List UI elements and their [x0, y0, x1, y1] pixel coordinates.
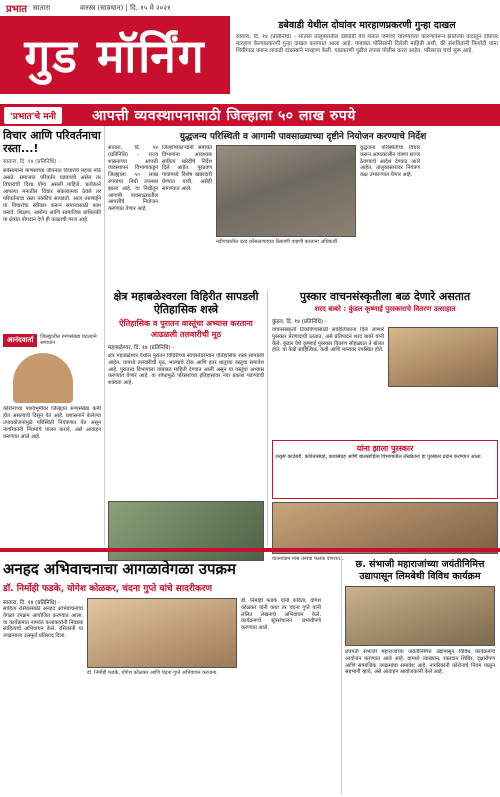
- award-winners-title: यांना झाला पुरस्कार: [356, 444, 414, 453]
- landslide-photo: [216, 145, 356, 237]
- top-news-headline: डबेवाडी येथील दोघांवर मारहाणप्रकरणी गुन्हा दाखल: [278, 20, 456, 31]
- reading-photo-caption: डॉ. निर्मोही फडके, योगेश कोळकर आणि चंदना गुप्ते अभिवाचन करताना.: [87, 670, 218, 676]
- weapons-headline: क्षेत्र महाबळेश्वरला विहिरीत सापडली ऐतिहासिक शस्त्रे: [113, 290, 259, 316]
- award-row: [272, 327, 498, 437]
- good-news-text: कोरोनाच्या पार्श्वभूमीवर जिल्ह्यात रुग्णसंख्या कमी होत असल्याचे दिसून येत आहे. प्रशासनाने केलेल्या उपाययोजनांमुळे परिस्थिती नियंत्रणात येत असून नागरिकांनी नियमांचे पालन करावे, असे आवाहन करण्यात आले आहे.: [3, 406, 101, 440]
- lead-headline: आपत्ती व्यवस्थापनासाठी जिल्हाला ५० लाख रुपये: [91, 107, 356, 124]
- good-news-title: जिल्ह्यातील रुग्णसंख्या घटल्याने समाधान: [40, 334, 97, 346]
- topline: [0, 0, 500, 16]
- editorial-text: सर्वसामान्य माणसाच्या जीवनात विचारांचे महत्त्व मोठे असते. समाजात परिवर्तन घडवायचे असेल तर विचारांची दिशा योग्य असली पाहिजे. प्रत्येकाने आपल्या मनातील विचार सकारात्मक ठेवले तर परिवर्तनाचा रस्ता नक्कीच सापडतो. आज तरुणाईने या विचारांचा स्वीकार करून समाजासाठी काम करावे. शिक्षण, आरोग्य आणि सामाजिक बांधिलकी या क्षेत्रांत योगदान देणे ही काळाची गरज आहे.: [3, 168, 101, 223]
- reading-subheadline: डॉ. निर्मोही फडके, योगेश कोळकर, चंदना गुप्ते यांचे सादरीकरण: [3, 584, 213, 594]
- award-byline: कुंडल, दि. १४ (प्रतिनिधि) -: [272, 319, 327, 325]
- lead-story: [108, 126, 498, 288]
- reading-col-1-wrap: [3, 598, 83, 796]
- lead-photo-caption: नदीपात्रातील दरड कोसळण्याच्या ठिकाणी पाहणी करताना अधिकारी.: [216, 239, 339, 245]
- section-divider: [0, 548, 500, 552]
- jayanti-photo: [345, 586, 495, 646]
- weapons-subheadline: ऐतिहासिक व पुरातन वास्तूंचा अभ्यास करताना आढळली तलवारीची मूठ: [119, 319, 253, 339]
- award-ceremony-photo: [388, 327, 498, 387]
- weapons-byline: महाबळेश्वर, दि. १४ (प्रतिनिधि) -: [108, 345, 175, 351]
- lead-text-col-3: युद्धजन्य परिस्थितीचा विचार करून आपत्कालीन यंत्रणा सज्ज ठेवण्याचे आदेश देण्यात आले आहेत. तालुकास्तरावर नियंत्रण कक्ष उभारण्यात येणार आहे.: [360, 145, 420, 179]
- edition-label: सातारा: [33, 3, 51, 12]
- weapons-story: [108, 290, 268, 546]
- left-column: [0, 126, 105, 546]
- portrait-photo: [13, 353, 73, 403]
- dateline: वारस्त्र (सावधान) | दि. १५ मे २०२१: [80, 3, 171, 12]
- jayanti-story: [341, 556, 498, 794]
- top-news-text: सातारा, दि. १४ (प्रतिनिधि) - सातारा तालुक्यातील डबेवाडी येथे शेतात जनावरे चारण्याच्या कारणावरून झालेल्या वादातून दोघांवर मारहाण केल्याप्रकरणी गुन्हा दाखल करण्यात आला आहे. याबाबत पोलिसांनी दिलेली माहिती अशी, की संशयितांनी फिर्यादी यांना शिवीगाळ करून लाकडी दांडक्याने मारहाण केली. याप्रकरणी पुढील तपास पोलीस करत आहेत. परिसरात चर्चा सुरू आहे.: [236, 34, 498, 54]
- award-winners-box: [272, 440, 498, 499]
- jayanti-text: छत्रपती संभाजी महाराजांच्या जयंतीनिमित्त उद्यापासून विविध कार्यक्रमांचे आयोजन करण्यात आले आहे. यामध्ये व्याख्यान, रक्तदान शिबिर, वृक्षारोपण आणि सामाजिक उपक्रमांचा समावेश आहे. नागरिकांनी कोरोनाचे नियम पाळून सहभागी व्हावे, असे आवाहन आयोजकांनी केले आहे.: [345, 649, 495, 676]
- lead-photo-block: [216, 145, 356, 271]
- weapons-text: क्षेत्र महाबळेश्वर येथील पुरातन विहिरीच्या स्वच्छतेदरम्यान ऐतिहासिक शस्त्रे सापडली आहेत. यामध्ये तलवारीची मूठ, भाल्याचे टोक आणि इतर धातूच्या वस्तूंचा समावेश आहे. पुरातत्त्व विभागाला याबाबत माहिती देण्यात आली असून या वस्तूंचा अभ्यास करण्यात येणार आहे. या शोधामुळे परिसराच्या इतिहासावर नवा प्रकाश पडण्याची शक्यता आहे.: [108, 353, 264, 387]
- award-subheadline: शरद बाबरे : कुंडल कृष्णाई पुरस्काराचे वितरण उत्साहात: [314, 305, 456, 313]
- brand-logo: प्रभात: [6, 4, 28, 15]
- lead-text-col-1: सातारा, दि. १४ (प्रतिनिधि) - राज्य शासनाच्या आपत्ती व्यवस्थापन विभागाकडून जिल्ह्याला ५० लाख रुपयांचा निधी उपलब्ध झाला आहे. या निधीतून आगामी पावसाळ्यातील आपत्तींचे नियोजन करण्यात येणार आहे.: [108, 145, 158, 213]
- good-news-badge: आनंदवार्ता: [3, 334, 37, 347]
- page-title-band: [0, 16, 230, 94]
- reading-photo-block: [87, 598, 237, 796]
- lead-story-columns: [108, 145, 498, 271]
- reading-columns: [3, 598, 335, 796]
- signboard-photo: [272, 502, 498, 554]
- editorial-headline: विचार आणि परिवर्तनाचा रस्ता...!: [3, 129, 101, 155]
- reading-text-col-2: डॉ. निर्मोही फडके यांनी कविता, योगेश कोळकर यांनी कथा तर चंदना गुप्ते यांनी ललित लेखनाचे अभिवाचन केले. कार्यक्रमाचे सूत्रसंचालन प्रभावीपणे करण्यात आले.: [241, 598, 321, 632]
- weapons-photo: [108, 501, 264, 561]
- editorial-byline: सातारा, दि. १४ (प्रतिनिधि) -: [3, 159, 61, 165]
- good-news-box: [3, 334, 101, 347]
- masthead: [0, 0, 500, 104]
- reading-headline: अनहद अभिवाचनाचा आगळावेगळा उपक्रम: [3, 560, 237, 578]
- lead-text-col-2: जिल्हाधिकाऱ्यांनी संबंधित विभागांना आवश्यक साहित्य खरेदीचे निर्देश दिले आहेत. पूरप्रवण गावांमध्ये विशेष खबरदारी घेण्यात यावी, असेही सांगण्यात आले.: [162, 145, 212, 192]
- award-text: वाचनसंस्कृती टिकविण्यासाठी साहित्यिकांना दिले जाणारे पुरस्कार प्रेरणादायी ठरतात, असे प्रतिपादन शरद बाबरे यांनी केले. कुंडल येथे कृष्णाई पुरस्कार वितरण सोहळ्यात ते बोलत होते. या वेळी साहित्यिक, कवी आणि मान्यवर उपस्थित होते.: [272, 327, 384, 354]
- award-headline: पुस्कार वाचनसंस्कृतीला बळ देणारे असतात: [299, 290, 471, 303]
- reading-byline: सातारा, दि. १४ (प्रतिनिधि) -: [3, 600, 61, 606]
- lead-subheadline: युद्धजन्य परिस्थिती व आगामी पावसाळ्याच्या दृष्टीने नियोजन करण्याचे निर्देश: [179, 132, 427, 142]
- signboard-caption: यातनाग्राम मास तनाचा फलक वापरात...: [272, 556, 345, 562]
- section-label: 'प्रभात'चे मनी: [4, 107, 62, 124]
- award-story: [272, 290, 498, 562]
- jayanti-headline: छ. संभाजी महाराजांच्या जयंतीनिमित्त उद्यापासून लिमबेथी विविध कार्यक्रम: [355, 559, 485, 582]
- reading-story: [0, 556, 338, 794]
- reading-text-col-1: साहित्य रसिकांसाठी अनहद अभिवाचनाचा वेगळा उपक्रम आयोजित करण्यात आला. या कार्यक्रमात नामवंत कलाकारांनी निवडक साहित्याचे अभिवाचन केले. रसिकांनी या उपक्रमाला उत्स्फूर्त प्रतिसाद दिला.: [3, 606, 83, 640]
- award-winners-text: उत्कृष्ट कादंबरी, कवितासंग्रह, कथासंग्रह आणि बालसाहित्य विभागातील लेखकांना हा पुरस्कार प्रदान करण्यात आला.: [275, 454, 483, 460]
- lead-headline-band: [0, 104, 500, 126]
- top-news-box: [236, 16, 498, 100]
- page-title: गुड मॉर्निंग: [24, 29, 206, 83]
- reading-photo: [87, 598, 237, 668]
